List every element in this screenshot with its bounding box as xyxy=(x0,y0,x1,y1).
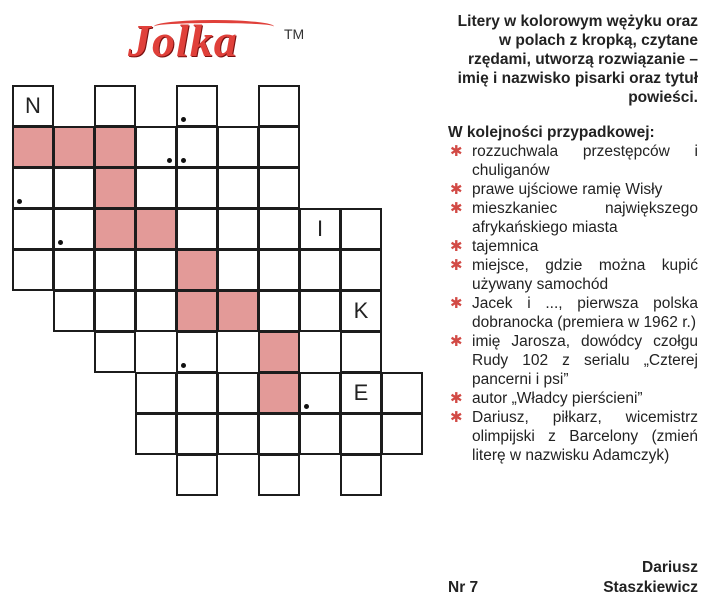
crossword-cell[interactable] xyxy=(94,85,136,127)
crossword-cell[interactable] xyxy=(53,167,95,209)
crossword-cell[interactable] xyxy=(94,290,136,332)
crossword-cell[interactable] xyxy=(135,208,177,250)
crossword-cell[interactable] xyxy=(12,249,54,291)
crossword-cell[interactable] xyxy=(53,126,95,168)
cell-letter: K xyxy=(353,298,369,323)
crossword-cell-letter[interactable] xyxy=(340,372,382,414)
crossword-cell[interactable] xyxy=(176,126,218,168)
solution-dot xyxy=(167,158,172,163)
crossword-cell[interactable] xyxy=(135,126,177,168)
crossword-cell-letter[interactable] xyxy=(299,208,341,250)
crossword-cell-letter[interactable] xyxy=(12,85,54,127)
instructions-panel xyxy=(448,12,698,465)
crossword-cell[interactable] xyxy=(176,413,218,455)
crossword-cell[interactable] xyxy=(340,413,382,455)
solution-dot xyxy=(304,404,309,409)
crossword-cell[interactable] xyxy=(217,249,259,291)
crossword-cell[interactable] xyxy=(94,249,136,291)
clue-list xyxy=(448,142,698,465)
crossword-cell[interactable] xyxy=(53,290,95,332)
clue-item: ✱ tajemnica xyxy=(448,237,698,256)
clue-item: ✱ prawe ujściowe ramię Wisły xyxy=(448,180,698,199)
solution-dot xyxy=(181,117,186,122)
crossword-cell[interactable] xyxy=(381,372,423,414)
crossword-cell[interactable] xyxy=(94,331,136,373)
author-first-name: Dariusz xyxy=(642,559,698,576)
crossword-cell[interactable] xyxy=(135,413,177,455)
author-last-name: Staszkiewicz xyxy=(603,579,698,596)
crossword-cell[interactable] xyxy=(340,249,382,291)
cell-letter: N xyxy=(25,93,41,118)
clue-item: ✱ autor „Władcy pierścieni” xyxy=(448,389,698,408)
crossword-cell[interactable] xyxy=(176,249,218,291)
crossword-cell[interactable] xyxy=(176,372,218,414)
crossword-cell[interactable] xyxy=(94,126,136,168)
crossword-cell[interactable] xyxy=(53,208,95,250)
crossword-cell[interactable] xyxy=(176,208,218,250)
clue-item: ✱ Jacek i ..., pierwsza polska dobranocka (premiera w 1962 r.) xyxy=(448,294,698,332)
crossword-cell-letter[interactable] xyxy=(340,290,382,332)
crossword-cell[interactable] xyxy=(176,290,218,332)
crossword-cell[interactable] xyxy=(258,290,300,332)
issue-number: Nr 7 xyxy=(448,579,479,596)
logo-wordmark: Jolka xyxy=(128,15,238,66)
crossword-cell[interactable] xyxy=(381,413,423,455)
clue-item: ✱ miejsce, gdzie można kupić używany samochód xyxy=(448,256,698,294)
logo-trademark: TM xyxy=(284,26,305,42)
crossword-cell[interactable] xyxy=(135,290,177,332)
cell-letter: E xyxy=(353,380,369,405)
crossword-cell[interactable] xyxy=(217,126,259,168)
solution-dot xyxy=(181,158,186,163)
intro-text: Litery w kolorowym wężyku oraz w polach z kropką, czytane rzędami, utworzą rozwiązanie – imię i nazwisko pisarki oraz tytuł powieści. xyxy=(457,13,698,106)
crossword-cell[interactable] xyxy=(217,290,259,332)
crossword-cell[interactable] xyxy=(258,454,300,496)
crossword-cell[interactable] xyxy=(176,331,218,373)
crossword-cell[interactable] xyxy=(340,454,382,496)
crossword-cell[interactable] xyxy=(299,372,341,414)
crossword-cell[interactable] xyxy=(217,167,259,209)
crossword-cell[interactable] xyxy=(217,208,259,250)
crossword-cell[interactable] xyxy=(299,413,341,455)
clue-item: ✱ imię Jarosza, dowódcy czołgu Rudy 102 z serialu „Czterej pancerni i psi” xyxy=(448,332,698,389)
crossword-cell[interactable] xyxy=(258,167,300,209)
crossword-cell[interactable] xyxy=(258,413,300,455)
crossword-cell[interactable] xyxy=(258,331,300,373)
crossword-cell[interactable] xyxy=(135,372,177,414)
crossword-cell[interactable] xyxy=(340,208,382,250)
crossword-cell[interactable] xyxy=(53,249,95,291)
solution-dot xyxy=(17,199,22,204)
crossword-cell[interactable] xyxy=(135,167,177,209)
crossword-cell[interactable] xyxy=(217,413,259,455)
clue-item: ✱ rozzuchwala przestępców i chuliganów xyxy=(448,142,698,180)
crossword-cell[interactable] xyxy=(12,126,54,168)
crossword-cell[interactable] xyxy=(258,85,300,127)
crossword-cell[interactable] xyxy=(258,208,300,250)
crossword-cell[interactable] xyxy=(299,249,341,291)
crossword-cell[interactable] xyxy=(217,372,259,414)
crossword-cell[interactable] xyxy=(94,208,136,250)
clue-item: ✱ Dariusz, piłkarz, wicemistrz olimpijski z Barcelony (zmień literę w nazwisku Adamczyk) xyxy=(448,408,698,465)
crossword-cell[interactable] xyxy=(258,372,300,414)
crossword-cell[interactable] xyxy=(258,249,300,291)
crossword-cell[interactable] xyxy=(176,85,218,127)
solution-dot xyxy=(181,363,186,368)
cell-letter: I xyxy=(316,216,324,241)
crossword-cell[interactable] xyxy=(12,167,54,209)
solution-dot xyxy=(58,240,63,245)
crossword-cell[interactable] xyxy=(94,167,136,209)
crossword-cell[interactable] xyxy=(299,290,341,332)
crossword-cell[interactable] xyxy=(258,126,300,168)
footer-credits xyxy=(448,558,698,598)
crossword-cell[interactable] xyxy=(340,331,382,373)
crossword-cell[interactable] xyxy=(12,208,54,250)
crossword-cell[interactable] xyxy=(176,454,218,496)
clues-heading: W kolejności przypadkowej: xyxy=(448,124,655,141)
crossword-cell[interactable] xyxy=(176,167,218,209)
clue-item: ✱ mieszkaniec największego afrykańskiego miasta xyxy=(448,199,698,237)
crossword-cell[interactable] xyxy=(135,249,177,291)
